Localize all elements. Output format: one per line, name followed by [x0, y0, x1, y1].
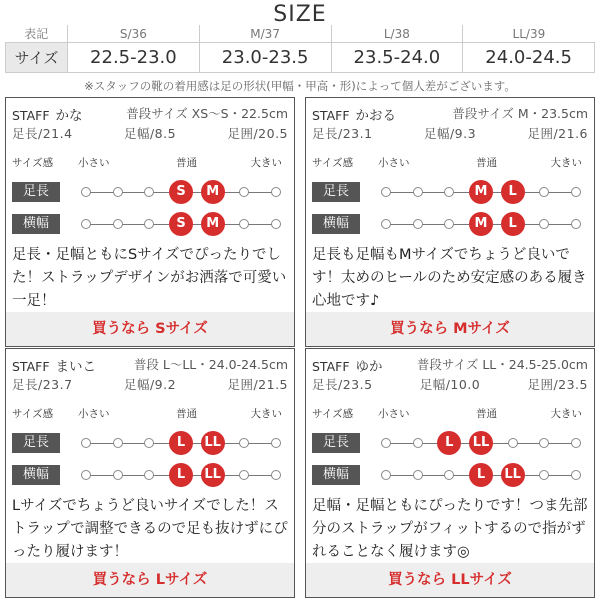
- width-label: 横幅: [312, 214, 360, 234]
- staff-comment: 足長も足幅もMサイズでちょうど良いです！太めのヒールのため安定感のある履き心地です♪: [312, 247, 587, 309]
- size-mark: L: [501, 212, 525, 236]
- size-value: 23.5-24.0: [331, 43, 463, 73]
- scale-dot: [571, 187, 581, 197]
- staff-card: [5, 348, 295, 598]
- width-scale: [386, 467, 576, 482]
- scale-dot: [271, 470, 281, 480]
- scale-dot: [381, 219, 391, 229]
- foot-measurements: [12, 375, 288, 393]
- width-scale: [86, 216, 276, 231]
- foot-length: 足長/23.5: [312, 377, 373, 392]
- staff-comment: Lサイズでちょうど良いサイズでした！ストラップで調整できるので足も抜けずにぴったり履けます！: [12, 498, 288, 560]
- page-title: SIZE: [273, 2, 327, 27]
- foot-width: 足幅/8.5: [123, 126, 177, 141]
- scale-dot: [271, 187, 281, 197]
- scale-dot: [381, 187, 391, 197]
- scale-dot: [239, 470, 249, 480]
- recommended-size: 買うなら Mサイズ: [306, 312, 594, 346]
- scale-dot: [113, 470, 123, 480]
- width-scale: [86, 467, 276, 482]
- size-chart-table: [5, 25, 595, 73]
- scale-dot: [271, 438, 281, 448]
- scale-dot: [571, 470, 581, 480]
- size-mark: LL: [201, 431, 225, 455]
- size-mark: M: [201, 212, 225, 236]
- usual-size: 普段 L〜LL・24.0-24.5cm: [133, 357, 288, 372]
- foot-measurements: [12, 124, 288, 142]
- scale-dot: [571, 438, 581, 448]
- header-size: L/38: [331, 25, 463, 43]
- length-scale: [386, 435, 576, 450]
- size-mark: LL: [501, 463, 525, 487]
- size-mark: S: [169, 212, 193, 236]
- width-label: 横幅: [12, 214, 60, 234]
- foot-length: 足長/23.1: [312, 126, 373, 141]
- length-scale: [86, 184, 276, 199]
- size-value: 24.0-24.5: [463, 43, 595, 73]
- size-mark: M: [469, 212, 493, 236]
- staff-label: STAFF: [12, 108, 50, 123]
- scale-dot: [413, 438, 423, 448]
- staff-comment: 足長・足幅ともにSサイズでぴったりでした！ストラップデザインがお洒落で可愛い一足！: [12, 247, 287, 309]
- size-mark: S: [169, 180, 193, 204]
- staff-header: [312, 104, 588, 124]
- staff-name: かおる: [355, 108, 397, 124]
- usual-size: 普段サイズ LL・24.5-25.0cm: [416, 357, 588, 372]
- scale-dot: [539, 470, 549, 480]
- width-label: 横幅: [12, 465, 60, 485]
- staff-name: ゆか: [355, 359, 383, 375]
- foot-girth: 足囲/21.5: [227, 377, 288, 392]
- scale-header: [12, 155, 288, 169]
- scale-dot: [413, 470, 423, 480]
- width-scale: [386, 216, 576, 231]
- scale-high: 大きい: [550, 157, 582, 169]
- scale-title: サイズ感: [12, 157, 54, 169]
- size-mark: L: [469, 463, 493, 487]
- staff-name: かな: [55, 108, 83, 124]
- foot-measurements: [312, 375, 588, 393]
- size-value: 22.5-23.0: [68, 43, 200, 73]
- length-label: 足長: [12, 182, 60, 202]
- scale-dot: [413, 219, 423, 229]
- size-mark: L: [169, 463, 193, 487]
- scale-dot: [239, 438, 249, 448]
- scale-header: [12, 406, 288, 420]
- recommended-size: 買うなら Sサイズ: [6, 312, 294, 346]
- foot-measurements: [312, 124, 588, 142]
- scale-dot: [444, 187, 454, 197]
- scale-dot: [239, 219, 249, 229]
- size-header-row: [6, 25, 595, 43]
- header-label: 表記: [6, 25, 68, 43]
- scale-low: 小さい: [378, 408, 410, 420]
- scale-dot: [413, 187, 423, 197]
- staff-card: [5, 97, 295, 347]
- length-label: 足長: [12, 433, 60, 453]
- scale-high: 大きい: [250, 157, 282, 169]
- scale-dot: [571, 219, 581, 229]
- foot-girth: 足囲/20.5: [227, 126, 288, 141]
- scale-dot: [144, 187, 154, 197]
- size-mark: L: [501, 180, 525, 204]
- recommended-size: 買うなら Lサイズ: [6, 563, 294, 597]
- header-size: M/37: [199, 25, 331, 43]
- foot-width: 足幅/9.3: [423, 126, 477, 141]
- size-mark: LL: [201, 463, 225, 487]
- scale-dot: [113, 187, 123, 197]
- scale-dot: [81, 187, 91, 197]
- length-label: 足長: [312, 182, 360, 202]
- scale-dot: [539, 219, 549, 229]
- staff-card: [305, 97, 595, 347]
- scale-dot: [144, 470, 154, 480]
- scale-high: 大きい: [550, 408, 582, 420]
- scale-dot: [81, 219, 91, 229]
- scale-dot: [381, 470, 391, 480]
- width-label: 横幅: [312, 465, 360, 485]
- size-mark: M: [469, 180, 493, 204]
- staff-card: [305, 348, 595, 598]
- scale-dot: [113, 438, 123, 448]
- staff-label: STAFF: [312, 108, 350, 123]
- usual-size: 普段サイズ M・23.5cm: [452, 106, 588, 121]
- scale-low: 小さい: [378, 157, 410, 169]
- size-value: 23.0-23.5: [199, 43, 331, 73]
- foot-length: 足長/23.7: [12, 377, 73, 392]
- scale-dot: [271, 219, 281, 229]
- scale-dot: [508, 438, 518, 448]
- scale-low: 小さい: [78, 408, 110, 420]
- fit-note: ※スタッフの靴の着用感は足の形状(甲幅・甲高・形)によって個人差がございます。: [84, 79, 516, 93]
- scale-title: サイズ感: [12, 408, 54, 420]
- length-scale: [386, 184, 576, 199]
- size-mark: L: [437, 431, 461, 455]
- scale-mid: 普通: [476, 408, 497, 420]
- staff-header: [12, 104, 288, 124]
- recommended-size: 買うなら LLサイズ: [306, 563, 594, 597]
- staff-header: [312, 355, 588, 375]
- usual-size: 普段サイズ XS〜S・22.5cm: [126, 106, 288, 121]
- scale-title: サイズ感: [312, 157, 354, 169]
- staff-header: [12, 355, 288, 375]
- scale-low: 小さい: [78, 157, 110, 169]
- foot-girth: 足囲/21.6: [527, 126, 588, 141]
- foot-width: 足幅/10.0: [419, 377, 481, 392]
- length-label: 足長: [312, 433, 360, 453]
- header-size: LL/39: [463, 25, 595, 43]
- scale-dot: [381, 438, 391, 448]
- scale-header: [312, 406, 588, 420]
- scale-high: 大きい: [250, 408, 282, 420]
- scale-dot: [444, 470, 454, 480]
- foot-width: 足幅/9.2: [123, 377, 177, 392]
- staff-name: まいこ: [55, 359, 97, 375]
- row-label: サイズ: [6, 43, 68, 73]
- size-mark: M: [201, 180, 225, 204]
- scale-mid: 普通: [476, 157, 497, 169]
- size-value-row: [6, 43, 595, 73]
- scale-dot: [239, 187, 249, 197]
- staff-comment: 足幅・足幅ともにぴったりです！つま先部分のストラップがフィットするので指がずれることなく履けます◎: [312, 498, 588, 560]
- header-size: S/36: [68, 25, 200, 43]
- length-scale: [86, 435, 276, 450]
- scale-dot: [144, 438, 154, 448]
- scale-dot: [539, 438, 549, 448]
- scale-dot: [444, 219, 454, 229]
- scale-dot: [113, 219, 123, 229]
- scale-header: [312, 155, 588, 169]
- staff-label: STAFF: [12, 359, 50, 374]
- scale-dot: [81, 438, 91, 448]
- scale-mid: 普通: [176, 408, 197, 420]
- size-mark: L: [169, 431, 193, 455]
- scale-dot: [81, 470, 91, 480]
- scale-dot: [539, 187, 549, 197]
- scale-title: サイズ感: [312, 408, 354, 420]
- staff-label: STAFF: [312, 359, 350, 374]
- foot-length: 足長/21.4: [12, 126, 73, 141]
- size-mark: LL: [469, 431, 493, 455]
- scale-dot: [144, 219, 154, 229]
- foot-girth: 足囲/23.5: [527, 377, 588, 392]
- scale-mid: 普通: [176, 157, 197, 169]
